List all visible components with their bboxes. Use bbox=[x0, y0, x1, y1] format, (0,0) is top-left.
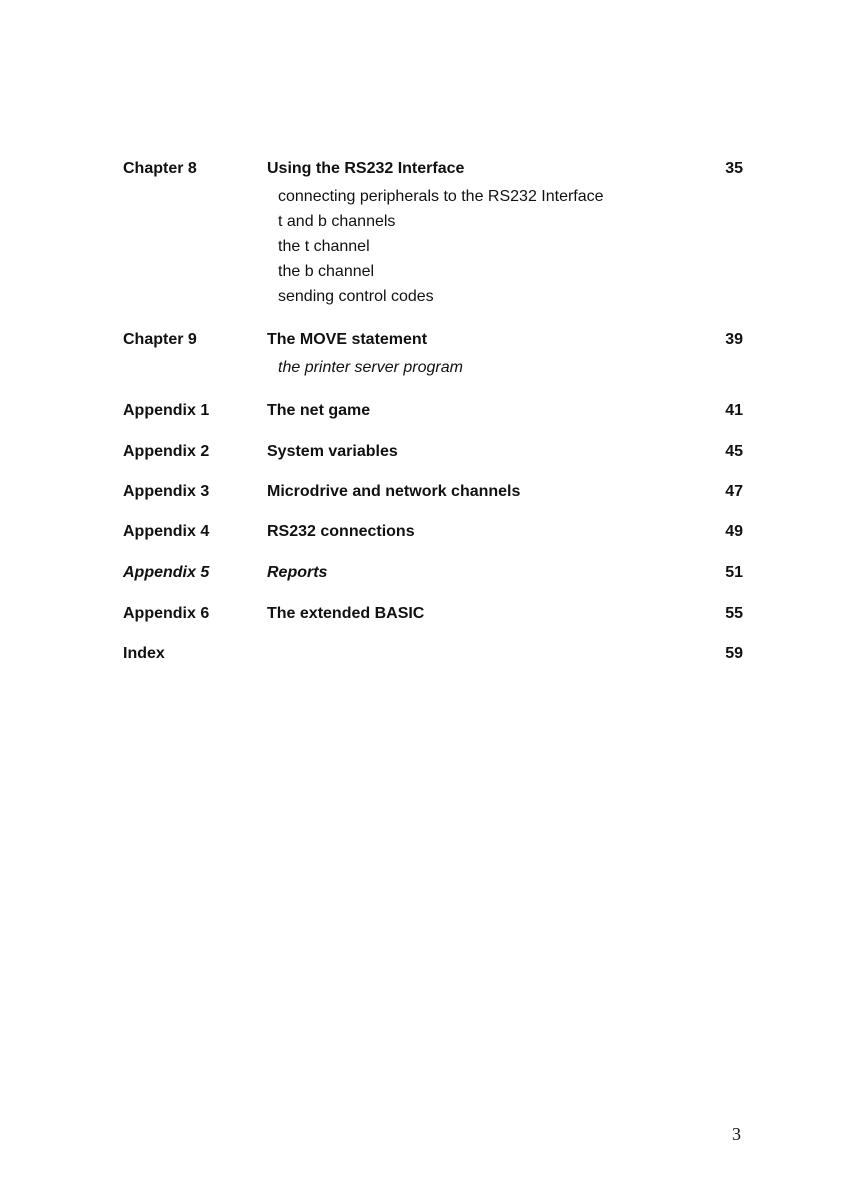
toc-entry-appendix-5 bbox=[123, 562, 743, 584]
toc-entry-title: The net game bbox=[267, 402, 371, 419]
toc-subentry: the b channel bbox=[278, 263, 375, 280]
toc-entry-page: 41 bbox=[725, 402, 743, 419]
toc-entry-label: Appendix 4 bbox=[123, 523, 210, 540]
toc-subentry: the printer server program bbox=[278, 359, 463, 376]
toc-entry-appendix-3 bbox=[123, 481, 743, 503]
toc-row bbox=[123, 329, 743, 351]
toc-subentries bbox=[278, 355, 743, 380]
toc-entry-label: Appendix 6 bbox=[123, 605, 210, 622]
toc-entry-title: The MOVE statement bbox=[267, 331, 428, 348]
toc-entry-chapter-9 bbox=[123, 329, 743, 380]
toc-row bbox=[123, 441, 743, 463]
toc-entry-label: Chapter 9 bbox=[123, 331, 197, 348]
toc-entry-label: Chapter 8 bbox=[123, 160, 197, 177]
toc-row bbox=[123, 562, 743, 584]
toc-entry-label: Appendix 5 bbox=[123, 564, 210, 581]
toc-entry-title: RS232 connections bbox=[267, 523, 415, 540]
toc-entry-label: Index bbox=[123, 645, 165, 662]
toc-entry-label: Appendix 3 bbox=[123, 483, 210, 500]
toc-entry-page: 49 bbox=[725, 523, 743, 540]
toc-entry-title: System variables bbox=[267, 443, 398, 460]
toc-row bbox=[123, 481, 743, 503]
toc-subentry: the t channel bbox=[278, 238, 370, 255]
toc-entry-page: 39 bbox=[725, 331, 743, 348]
toc-subentry: sending control codes bbox=[278, 288, 434, 305]
toc-entry-page: 59 bbox=[725, 645, 743, 662]
toc-entry-page: 51 bbox=[725, 564, 743, 581]
toc-entry-page: 35 bbox=[725, 160, 743, 177]
toc-entry-title: Microdrive and network channels bbox=[267, 483, 521, 500]
toc-row bbox=[123, 643, 743, 665]
toc-row bbox=[123, 400, 743, 422]
toc-row bbox=[123, 521, 743, 543]
toc-row bbox=[123, 603, 743, 625]
toc-entry-label: Appendix 2 bbox=[123, 443, 210, 460]
toc-subentries bbox=[278, 184, 743, 309]
toc-subentry: t and b channels bbox=[278, 213, 396, 230]
toc-entry-appendix-4 bbox=[123, 521, 743, 543]
toc-entry-appendix-6 bbox=[123, 603, 743, 625]
toc-entry-page: 55 bbox=[725, 605, 743, 622]
toc-entry-title: The extended BASIC bbox=[267, 605, 425, 622]
toc-entry-title: Reports bbox=[267, 564, 328, 581]
table-of-contents bbox=[123, 158, 743, 665]
toc-entry-page: 45 bbox=[725, 443, 743, 460]
toc-entry-label: Appendix 1 bbox=[123, 402, 210, 419]
page-number: 3 bbox=[732, 1124, 741, 1144]
toc-entry-chapter-8 bbox=[123, 158, 743, 309]
toc-entry-page: 47 bbox=[725, 483, 743, 500]
toc-entry-appendix-2 bbox=[123, 441, 743, 463]
toc-row bbox=[123, 158, 743, 180]
toc-entry-title: Using the RS232 Interface bbox=[267, 160, 465, 177]
toc-entry-index bbox=[123, 643, 743, 665]
toc-entry-appendix-1 bbox=[123, 400, 743, 422]
toc-subentry: connecting peripherals to the RS232 Interface bbox=[278, 188, 604, 205]
